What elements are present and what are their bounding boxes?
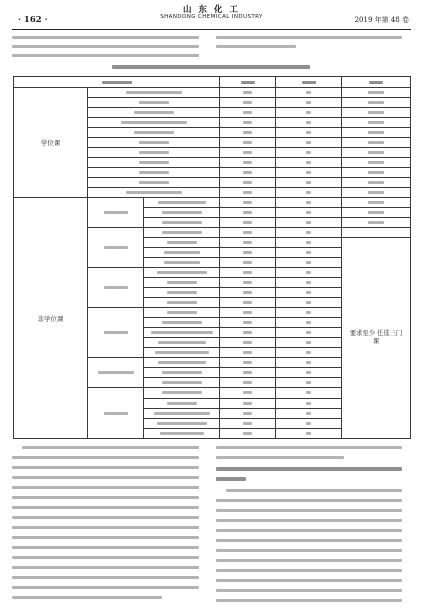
course-hours-cell (220, 188, 276, 198)
course-note-cell (342, 218, 411, 228)
course-credits-cell (276, 258, 342, 268)
course-credits-cell (276, 398, 342, 408)
course-credits-cell (276, 128, 342, 138)
course-name-cell (144, 198, 220, 208)
category-cell-nondegree (14, 198, 88, 439)
course-credits-cell (276, 138, 342, 148)
intro-line (12, 54, 199, 57)
journal-title-cn: 山 东 化 工 (183, 5, 240, 15)
intro-line (12, 45, 199, 48)
course-name-cell (144, 398, 220, 408)
body-line (216, 549, 402, 552)
course-credits-cell (276, 98, 342, 108)
course-credits-cell (276, 298, 342, 308)
course-name-cell (144, 428, 220, 438)
course-name-cell (144, 358, 220, 368)
table-caption (112, 65, 310, 69)
course-hours-cell (220, 88, 276, 98)
course-name-cell (88, 168, 220, 178)
course-table (13, 76, 411, 439)
course-name-cell (88, 148, 220, 158)
course-name-cell (144, 408, 220, 418)
course-hours-cell (220, 108, 276, 118)
body-line (12, 536, 199, 539)
course-credits-cell (276, 418, 342, 428)
table-row (14, 198, 411, 208)
course-credits-cell (276, 148, 342, 158)
course-hours-cell (220, 248, 276, 258)
body-line (216, 599, 402, 602)
body-line (216, 509, 402, 512)
intro-line (216, 36, 402, 39)
course-note-cell (342, 128, 411, 138)
course-hours-cell (220, 428, 276, 438)
course-note-cell (342, 158, 411, 168)
course-hours-cell (220, 378, 276, 388)
category-label-degree: 学位课 (40, 139, 61, 148)
course-credits-cell (276, 208, 342, 218)
course-name-cell (144, 308, 220, 318)
journal-title-en: SHANDONG CHEMICAL INDUSTRY (160, 13, 263, 20)
body-line (12, 546, 199, 549)
course-hours-cell (220, 278, 276, 288)
body-line (216, 446, 402, 449)
body-line (12, 566, 199, 569)
course-note-cell (342, 188, 411, 198)
body-line (12, 576, 199, 579)
course-credits-cell (276, 378, 342, 388)
subgroup-cell (88, 268, 144, 308)
body-line (12, 526, 199, 529)
course-name-cell (144, 388, 220, 398)
course-name-cell (88, 88, 220, 98)
subgroup-cell (88, 198, 144, 228)
course-name-cell (88, 128, 220, 138)
course-hours-cell (220, 148, 276, 158)
course-name-cell (144, 368, 220, 378)
course-hours-cell (220, 218, 276, 228)
body-line (226, 489, 402, 492)
body-line (216, 499, 402, 502)
course-name-cell (144, 298, 220, 308)
course-name-cell (144, 238, 220, 248)
course-credits-cell (276, 228, 342, 238)
elective-note-cell (342, 238, 411, 439)
course-hours-cell (220, 418, 276, 428)
body-line (12, 596, 162, 599)
body-line (12, 516, 199, 519)
course-hours-cell (220, 198, 276, 208)
course-credits-cell (276, 88, 342, 98)
course-hours-cell (220, 208, 276, 218)
course-credits-cell (276, 328, 342, 338)
course-hours-cell (220, 238, 276, 248)
body-line (22, 446, 199, 449)
course-hours-cell (220, 288, 276, 298)
body-line (216, 579, 402, 582)
course-credits-cell (276, 198, 342, 208)
course-credits-cell (276, 158, 342, 168)
course-note-cell (342, 118, 411, 128)
course-note-cell (342, 108, 411, 118)
course-name-cell (88, 108, 220, 118)
course-name-cell (88, 158, 220, 168)
course-hours-cell (220, 408, 276, 418)
body-line (216, 559, 402, 562)
course-name-cell (144, 258, 220, 268)
course-note-cell (342, 168, 411, 178)
course-hours-cell (220, 388, 276, 398)
course-credits-cell (276, 408, 342, 418)
subgroup-cell (88, 388, 144, 439)
course-credits-cell (276, 108, 342, 118)
body-line (216, 519, 402, 522)
course-credits-cell (276, 248, 342, 258)
course-name-cell (144, 318, 220, 328)
course-name-cell (88, 118, 220, 128)
course-credits-cell (276, 428, 342, 438)
table-header-cell (220, 77, 276, 88)
course-credits-cell (276, 218, 342, 228)
journal-masthead (12, 6, 411, 21)
course-hours-cell (220, 138, 276, 148)
course-name-cell (144, 418, 220, 428)
course-hours-cell (220, 338, 276, 348)
course-hours-cell (220, 268, 276, 278)
section-heading (216, 467, 402, 471)
course-note-cell (342, 148, 411, 158)
body-line (12, 586, 199, 589)
course-note-cell (342, 208, 411, 218)
table-header-cell (342, 77, 411, 88)
course-note-cell (342, 88, 411, 98)
body-line (216, 589, 402, 592)
page-number: · 162 · (18, 15, 48, 25)
course-hours-cell (220, 398, 276, 408)
body-line (12, 556, 199, 559)
course-credits-cell (276, 338, 342, 348)
course-name-cell (144, 268, 220, 278)
course-note-cell (342, 198, 411, 208)
course-name-cell (144, 218, 220, 228)
course-credits-cell (276, 318, 342, 328)
body-line (12, 506, 199, 509)
body-line (12, 466, 199, 469)
course-credits-cell (276, 288, 342, 298)
course-hours-cell (220, 298, 276, 308)
course-note-cell (342, 98, 411, 108)
course-note-cell (342, 138, 411, 148)
subgroup-cell (88, 308, 144, 358)
table-header-row (14, 77, 411, 88)
course-credits-cell (276, 118, 342, 128)
body-line (12, 486, 199, 489)
table-row (14, 88, 411, 98)
header-rule (12, 29, 411, 30)
course-name-cell (144, 378, 220, 388)
course-name-cell (144, 208, 220, 218)
course-credits-cell (276, 358, 342, 368)
course-credits-cell (276, 368, 342, 378)
course-credits-cell (276, 178, 342, 188)
course-credits-cell (276, 168, 342, 178)
course-name-cell (144, 278, 220, 288)
course-hours-cell (220, 328, 276, 338)
course-credits-cell (276, 268, 342, 278)
intro-line (12, 36, 199, 39)
course-name-cell (88, 178, 220, 188)
course-note-cell (342, 228, 411, 238)
elective-note: 要求至少 任选三门课 (349, 329, 403, 346)
intro-line (216, 45, 296, 48)
category-cell-degree (14, 88, 88, 198)
body-line (12, 496, 199, 499)
course-name-cell (144, 228, 220, 238)
issue-info: 2019 年第 48 卷 (354, 16, 409, 24)
course-credits-cell (276, 308, 342, 318)
body-line (12, 476, 199, 479)
course-hours-cell (220, 178, 276, 188)
course-hours-cell (220, 258, 276, 268)
course-hours-cell (220, 308, 276, 318)
body-line (216, 569, 402, 572)
table-header-cell (276, 77, 342, 88)
course-hours-cell (220, 118, 276, 128)
course-hours-cell (220, 358, 276, 368)
course-hours-cell (220, 318, 276, 328)
course-name-cell (144, 328, 220, 338)
course-name-cell (88, 138, 220, 148)
course-name-cell (144, 348, 220, 358)
subgroup-cell (88, 228, 144, 268)
course-credits-cell (276, 388, 342, 398)
course-name-cell (144, 338, 220, 348)
course-note-cell (342, 178, 411, 188)
body-line (12, 456, 199, 459)
body-line (216, 529, 402, 532)
course-credits-cell (276, 278, 342, 288)
course-hours-cell (220, 168, 276, 178)
course-hours-cell (220, 98, 276, 108)
section-heading (216, 477, 246, 481)
body-line (216, 539, 402, 542)
course-hours-cell (220, 128, 276, 138)
course-hours-cell (220, 368, 276, 378)
course-credits-cell (276, 188, 342, 198)
course-credits-cell (276, 348, 342, 358)
page-header (12, 5, 411, 29)
subgroup-cell (88, 358, 144, 388)
course-hours-cell (220, 158, 276, 168)
course-hours-cell (220, 228, 276, 238)
course-hours-cell (220, 348, 276, 358)
category-label-nondegree: 非学位课 (37, 314, 64, 323)
course-name-cell (144, 288, 220, 298)
course-name-cell (144, 248, 220, 258)
course-credits-cell (276, 238, 342, 248)
table-header-cell (14, 77, 220, 88)
course-name-cell (88, 188, 220, 198)
course-name-cell (88, 98, 220, 108)
body-line (216, 456, 344, 459)
